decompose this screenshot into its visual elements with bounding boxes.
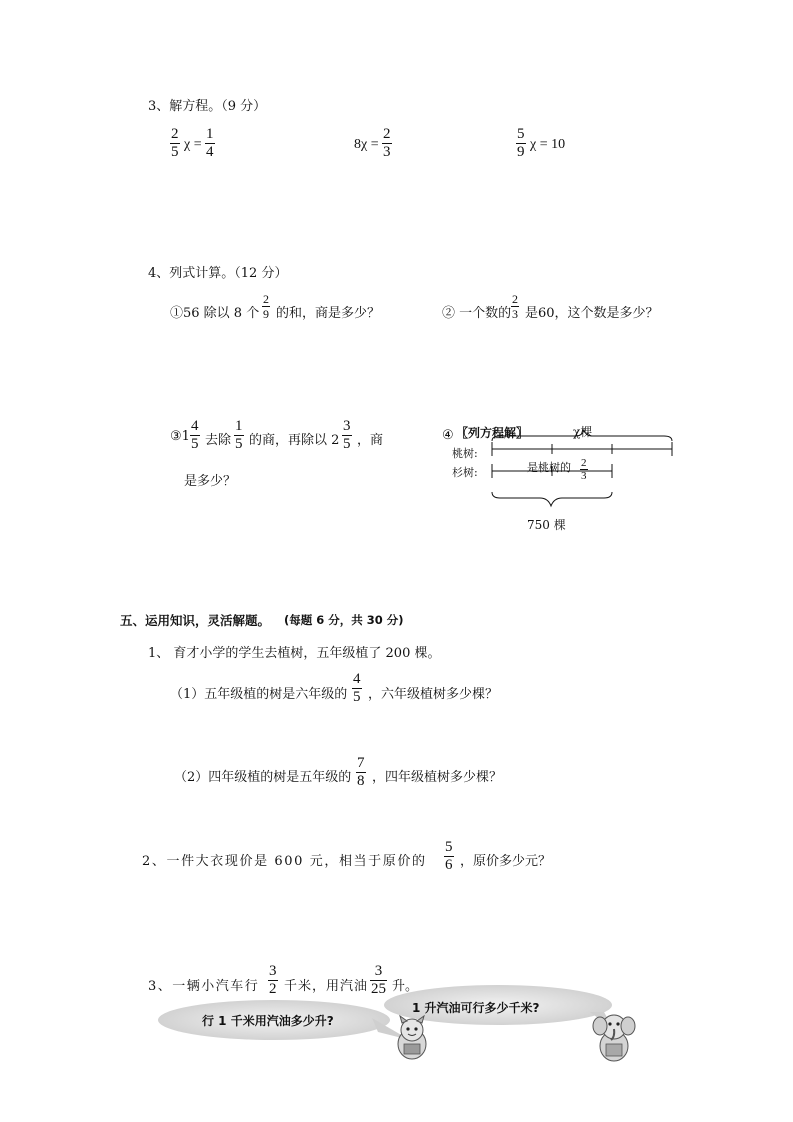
numerator: 1 [206,126,214,142]
numerator: 2 [581,457,587,469]
numerator: 2 [171,126,179,142]
q4-x-label: χ棵 [573,425,593,439]
numerator: 2 [383,126,391,142]
numerator: 5 [517,126,525,142]
numerator: 7 [357,755,365,771]
numerator: 3 [374,963,383,979]
section4-title: 4、列式计算。（12 分） [148,266,288,281]
p3-fraction-2 [370,963,387,998]
denominator: 3 [581,470,587,482]
q4-tag: 〖列方程解〗 [456,426,529,440]
denominator: 9 [263,307,269,321]
p2-post: ，原价多少元？ [460,854,552,869]
fir-bar-text: 是桃树的 [527,461,571,474]
p1-stem: 1、 育才小学的学生去植树，五年级植了 200 棵。 [148,646,441,661]
denominator: 25 [371,981,386,997]
numerator: 2 [512,292,518,306]
p3-mid: 千米，用汽油 [284,979,369,994]
eq1-middle: χ = [184,137,202,152]
eq3-right: χ = 10 [530,137,566,152]
p1-s2-pre: （2）四年级植的树是五年级的 [174,770,352,785]
section3-title: 3、解方程。（9 分） [148,99,267,114]
denominator: 3 [512,307,518,321]
cartoon-elephant-icon [590,1010,638,1064]
q2-pre: ② 一个数的 [442,306,512,321]
q2-post: 是60，这个数是多少？ [525,306,659,321]
denominator: 2 [269,981,277,997]
numerator: 3 [269,963,277,979]
numerator: 4 [191,418,199,434]
p1-s2-post: ，四年级植树多少棵？ [372,770,503,785]
denominator: 9 [517,144,525,160]
denominator: 6 [445,857,453,873]
section5-title: 五、运用知识，灵活解题。 [120,613,271,628]
denominator: 8 [357,773,365,789]
bubble-right-text: 1 升汽油可行多少千米? [412,1001,540,1015]
q3-mid1: 去除 [205,433,232,448]
numerator: 3 [343,418,351,434]
q3-pre: ③1 [170,429,190,444]
q3-line2: 是多少？ [184,474,237,489]
p2-fraction [444,839,454,874]
numerator: 4 [353,671,361,687]
p3-pre: 3、一辆小汽车行 [148,979,260,994]
denominator: 5 [191,436,199,452]
denominator: 5 [171,144,179,160]
denominator: 5 [343,436,351,452]
q3-post: ，商 [357,433,384,448]
q1-post: 的和，商是多少？ [276,306,381,321]
denominator: 5 [353,689,361,705]
q4-marker: ④ [442,428,454,443]
p1-s1-pre: （1）五年级植的树是六年级的 [170,687,348,702]
p3-fraction-1 [268,963,278,998]
cartoon-cat-icon [390,1014,434,1062]
denominator: 5 [235,436,243,452]
bubble-left-text: 行 1 千米用汽油多少升? [202,1014,334,1028]
peach-label: 桃树: [452,447,478,460]
p3-post: 升。 [392,979,419,994]
numerator: 5 [445,839,453,855]
eq2-left: 8χ = [354,137,379,152]
q1-pre: ①56 除以 8 个 [170,306,260,321]
total-label: 750 棵 [527,518,566,532]
denominator: 4 [206,144,214,160]
p1-s1-post: ，六年级植树多少棵？ [368,687,499,702]
numerator: 2 [263,292,269,306]
bottom-brace [492,492,612,506]
denominator: 3 [383,144,391,160]
numerator: 1 [235,418,243,434]
p1-s1-fraction [352,671,362,706]
section5-note: (每题 6 分，共 30 分) [284,613,404,627]
p1-s2-fraction [356,755,366,790]
q3-mid2: 的商，再除以 2 [249,433,340,448]
fir-label: 杉树: [452,466,478,479]
p2-pre: 2、一件大衣现价是 600 元，相当于原价的 [142,854,427,869]
top-brace [492,430,672,441]
